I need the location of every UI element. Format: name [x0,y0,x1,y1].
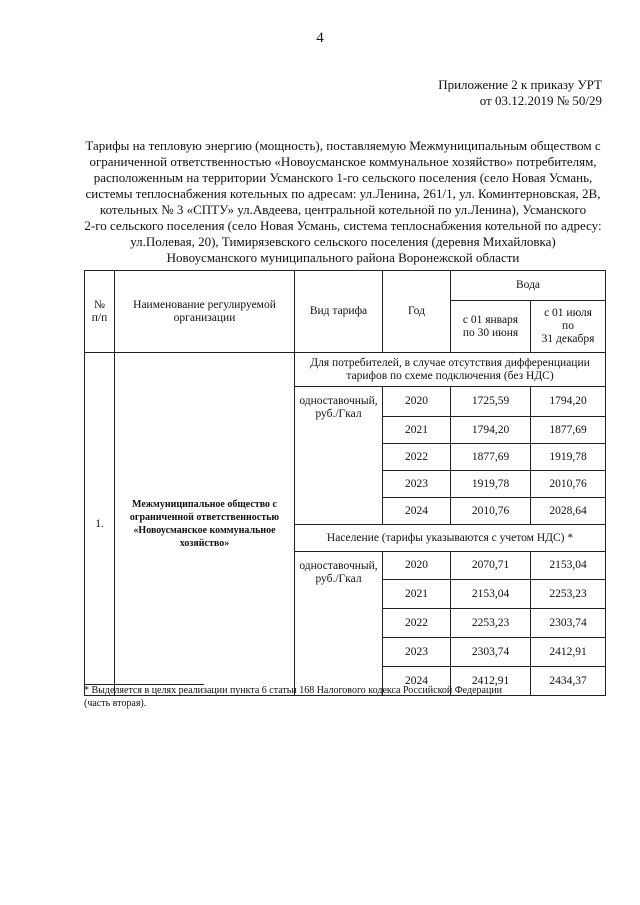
header-water: Вода [451,271,606,301]
header-organization: Наименование регулируемой организации [115,271,295,353]
group-caption: Для потребителей, в случае отсутствия дифференциации тарифов по схеме подключения (без НДС) [295,353,606,387]
title-line: ограниченной ответственностью «Новоусманское коммунальное хозяйство» потребителям, [89,154,597,169]
value-first-half: 2303,74 [451,638,531,667]
value-second-half: 2153,04 [531,552,606,580]
title-line: расположенным на территории Усманского 1-го сельского поселения (село Новая Усмань, [93,170,593,185]
year-cell: 2023 [383,638,451,667]
value-first-half: 1725,59 [451,387,531,417]
value-first-half: 1794,20 [451,417,531,444]
value-second-half: 2412,91 [531,638,606,667]
header-number: № п/п [85,271,115,353]
value-second-half: 1877,69 [531,417,606,444]
title-line: Тарифы на тепловую энергию (мощность), поставляемую Межмуниципальным обществом с [85,138,601,153]
organization-name: Межмуниципальное общество с ограниченной ответственностью «Новоусманское коммунальное хозяйство» [115,353,295,696]
tariff-type: одноставочный, руб./Гкал [295,387,383,525]
year-cell: 2024 [383,667,451,696]
title-line: системы теплоснабжения котельных по адресам: ул.Ленина, 261/1, ул. Коминтерновская, 2В, [85,186,601,201]
value-first-half: 2010,76 [451,498,531,525]
appendix-line-2: от 03.12.2019 № 50/29 [479,93,602,108]
appendix-reference [438,77,602,109]
year-cell: 2024 [383,498,451,525]
appendix-line-1: Приложение 2 к приказу УРТ [438,77,602,92]
value-second-half: 2028,64 [531,498,606,525]
header-year: Год [383,271,451,353]
row-number: 1. [85,353,115,696]
value-second-half: 2010,76 [531,471,606,498]
title-line: ул.Полевая, 20), Тимирязевского сельского поселения (деревня Михайловка) [130,234,556,249]
group-caption: Население (тарифы указываются с учетом НДС) * [295,525,606,552]
year-cell: 2023 [383,471,451,498]
tariff-type: одноставочный, руб./Гкал [295,552,383,696]
value-first-half: 1877,69 [451,444,531,471]
year-cell: 2022 [383,444,451,471]
tariff-table [84,270,606,696]
title-line: 2-го сельского поселения (село Новая Усмань, система теплоснабжения котельной по адресу: [84,218,602,233]
value-first-half: 2253,23 [451,609,531,638]
page-number: 4 [316,30,324,46]
header-tariff-type: Вид тарифа [295,271,383,353]
value-second-half: 1919,78 [531,444,606,471]
value-first-half: 1919,78 [451,471,531,498]
title-line: Новоусманского муниципального района Воронежской области [166,250,520,265]
year-cell: 2020 [383,387,451,417]
year-cell: 2022 [383,609,451,638]
value-first-half: 2070,71 [451,552,531,580]
value-second-half: 2434,37 [531,667,606,696]
year-cell: 2021 [383,417,451,444]
year-cell: 2020 [383,552,451,580]
value-first-half: 2412,91 [451,667,531,696]
value-first-half: 2153,04 [451,580,531,609]
header-first-half: с 01 января по 30 июня [451,301,531,353]
footnote: * Выделяется в целях реализации пункта 6 статьи 168 Налогового кодекса Российской Федерации (часть вторая). [84,685,503,709]
value-second-half: 2303,74 [531,609,606,638]
title-line: котельных № 3 «СПТУ» ул.Авдеева, центральной котельной по ул.Ленина), Усманского [99,202,587,217]
document-title [78,138,608,266]
value-second-half: 1794,20 [531,387,606,417]
year-cell: 2021 [383,580,451,609]
header-second-half: с 01 июля по 31 декабря [531,301,606,353]
value-second-half: 2253,23 [531,580,606,609]
